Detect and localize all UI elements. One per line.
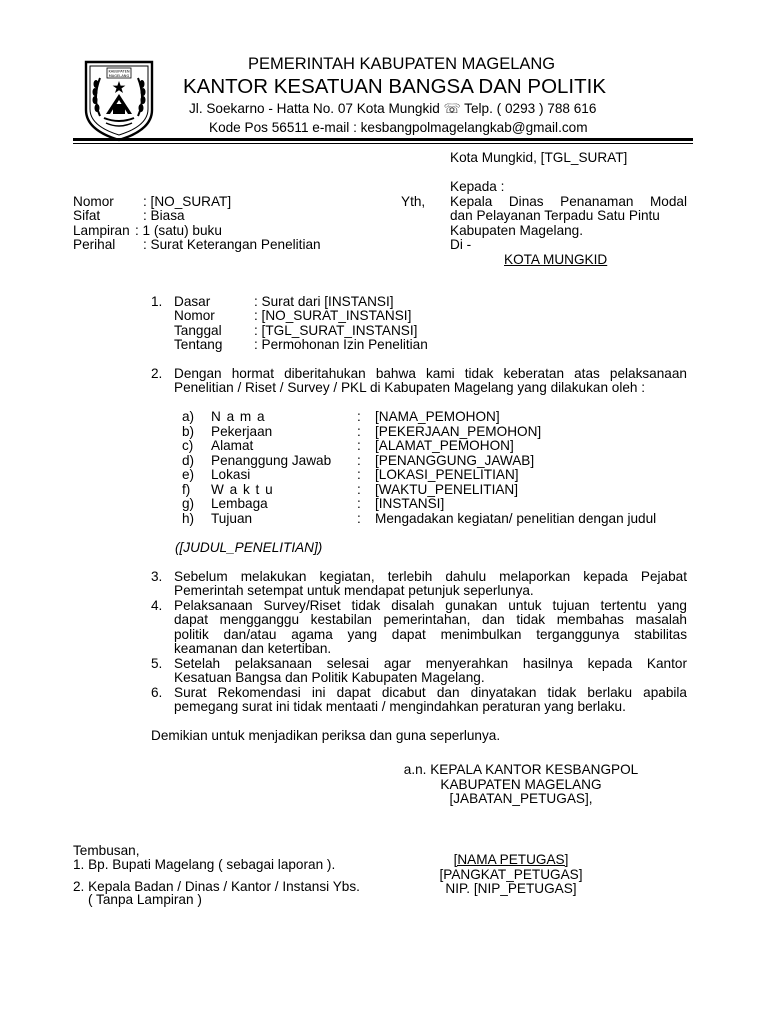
tembusan-title: Tembusan, (73, 843, 140, 858)
tujuan-di: Di - (450, 237, 472, 252)
tujuan-baris-2: dan Pelayanan Terpadu Satu Pintu (450, 208, 660, 223)
penutup: Demikian untuk menjadikan periksa dan guna seperlunya. (151, 728, 501, 743)
meta-nomor-value: : [NO_SURAT] (143, 194, 232, 209)
rincian-label: Lokasi (211, 467, 251, 482)
tempat-tanggal: Kota Mungkid, [TGL_SURAT] (450, 150, 628, 165)
ketentuan-line: Kesatuan Bangsa dan Politik Kabupaten Magelang. (174, 670, 485, 685)
tembusan-item-2: 2. Kepala Badan / Dinas / Kantor / Instansi Ybs. (73, 879, 360, 894)
kop-kantor: KANTOR KESATUAN BANGSA DAN POLITIK (183, 75, 607, 98)
ketentuan-line: politik dan/atau agama yang dapat menimbulkan terganggunya stabilitas (174, 627, 687, 642)
meta-sifat-label: Sifat (73, 208, 101, 223)
ketentuan-number: 4. (151, 598, 163, 613)
kop-pemerintah: PEMERINTAH KABUPATEN MAGELANG (248, 55, 556, 73)
ketentuan-number: 3. (151, 569, 163, 584)
dasar-tanggal-value: : [TGL_SURAT_INSTANSI] (254, 323, 418, 338)
kop-divider-thin (73, 143, 693, 144)
rincian-label: Pekerjaan (211, 424, 273, 439)
kepada-label: Kepada : (450, 179, 505, 194)
tujuan-baris-1: Kepala Dinas Penanaman Modal (450, 194, 687, 209)
dasar-nomor-value: : [NO_SURAT_INSTANSI] (254, 308, 412, 323)
ttd-nip: NIP. [NIP_PETUGAS] (445, 881, 577, 896)
rincian-label: Alamat (211, 438, 254, 453)
ttd-pangkat: [PANGKAT_PETUGAS] (439, 867, 583, 882)
svg-text:KABUPATEN: KABUPATEN (108, 69, 130, 74)
meta-nomor-label: Nomor (73, 194, 114, 209)
rincian-letter: b) (182, 424, 195, 439)
rincian-label: N a m a (211, 409, 266, 424)
meta-lampiran-label: Lampiran (73, 223, 130, 238)
ttd-nama: [NAMA PETUGAS] (453, 852, 569, 867)
dasar-nomor-label: Nomor (174, 308, 215, 323)
meta-sifat-value: : Biasa (143, 208, 185, 223)
svg-text:MAGELANG: MAGELANG (108, 74, 130, 78)
meta-perihal-label: Perihal (73, 237, 116, 252)
yth-label: Yth, (401, 194, 426, 209)
rincian-letter: g) (182, 496, 195, 511)
ketentuan-number: 6. (151, 685, 163, 700)
dasar-label: Dasar (174, 294, 211, 309)
rincian-colon: : (357, 467, 361, 482)
rincian-label: Lembaga (211, 496, 268, 511)
meta-perihal-value: : Surat Keterangan Penelitian (143, 237, 321, 252)
rincian-colon: : (357, 511, 361, 526)
rincian-value: [PENANGGUNG_JAWAB] (375, 453, 535, 468)
ketentuan-line: keamanan dan ketertiban. (174, 641, 332, 656)
meta-lampiran-value: : 1 (satu) buku (135, 223, 222, 238)
rincian-letter: e) (182, 467, 195, 482)
ttd-an: a.n. KEPALA KANTOR KESBANGPOL (403, 762, 639, 777)
rincian-colon: : (357, 424, 361, 439)
rincian-letter: h) (182, 511, 195, 526)
tujuan-baris-3: Kabupaten Magelang. (450, 223, 584, 238)
rincian-letter: f) (182, 482, 191, 497)
rincian-label: Penanggung Jawab (211, 453, 332, 468)
ketentuan-number: 5. (151, 656, 163, 671)
kop-divider-thick (73, 138, 693, 141)
ketentuan-line: Surat Rekomendasi ini dapat dicabut dan dinyatakan tidak berlaku apabila (174, 685, 687, 700)
rincian-value: [INSTANSI] (375, 496, 445, 511)
dasar-tentang-value: : Permohonan Izin Penelitian (254, 337, 428, 352)
rincian-letter: a) (182, 409, 195, 424)
dasar-tentang-label: Tentang (174, 337, 223, 352)
ketentuan-line: Sebelum melakukan kegiatan, terlebih dahulu melaporkan kepada Pejabat (174, 569, 687, 584)
tembusan-item-1: 1. Bp. Bupati Magelang ( sebagai laporan ). (73, 857, 336, 872)
judul-penelitian: ([JUDUL_PENELITIAN]) (175, 540, 323, 555)
rincian-letter: c) (182, 438, 194, 453)
kop-alamat: Jl. Soekarno - Hatta No. 07 Kota Mungkid ☏ Telp. ( 0293 ) 788 616 (189, 101, 597, 116)
rincian-colon: : (357, 496, 361, 511)
ketentuan-line: Setelah pelaksanaan selesai agar menyerahkan hasilnya kepada Kantor (174, 656, 687, 671)
dasar-value: : Surat dari [INSTANSI] (254, 294, 394, 309)
ketentuan-line: dapat mengganggu kestabilan pemerintahan, dan tidak membahas masalah (174, 612, 687, 627)
rincian-value: [PEKERJAAN_PEMOHON] (375, 424, 542, 439)
ketentuan-line: Pelaksanaan Survey/Riset tidak disalah gunakan untuk tujuan tertentu yang (174, 598, 687, 613)
ketentuan-line: Pemerintah setempat untuk mendapat petunjuk seperlunya. (174, 583, 534, 598)
tembusan-item-2-note: ( Tanpa Lampiran ) (88, 892, 202, 907)
rincian-value: [WAKTU_PENELITIAN] (375, 482, 519, 497)
kop-kode-pos: Kode Pos 56511 e-mail : kesbangpolmagelangkab@gmail.com (209, 120, 588, 135)
dasar-number: 1. (151, 294, 163, 309)
poin2-line-2: Penelitian / Riset / Survey / PKL di Kabupaten Magelang yang dilakukan oleh : (174, 380, 646, 395)
rincian-value: Mengadakan kegiatan/ penelitian dengan judul (375, 511, 657, 526)
ttd-jabatan: [JABATAN_PETUGAS], (449, 791, 593, 806)
kabupaten-magelang-logo-icon (80, 58, 158, 142)
poin2-number: 2. (151, 366, 163, 381)
ttd-kabupaten: KABUPATEN MAGELANG (440, 777, 602, 792)
rincian-colon: : (357, 438, 361, 453)
ketentuan-line: pemegang surat ini tidak mentaati / mengindahkan peraturan yang berlaku. (174, 699, 626, 714)
rincian-label: Tujuan (211, 511, 253, 526)
rincian-colon: : (357, 409, 361, 424)
rincian-label: W a k t u (211, 482, 274, 497)
rincian-colon: : (357, 453, 361, 468)
rincian-colon: : (357, 482, 361, 497)
poin2-line-1: Dengan hormat diberitahukan bahwa kami tidak keberatan atas pelaksanaan (174, 366, 687, 381)
rincian-value: [LOKASI_PENELITIAN] (375, 467, 519, 482)
dasar-tanggal-label: Tanggal (174, 323, 222, 338)
tujuan-kota: KOTA MUNGKID (504, 252, 608, 267)
rincian-value: [NAMA_PEMOHON] (375, 409, 500, 424)
rincian-value: [ALAMAT_PEMOHON] (375, 438, 514, 453)
rincian-letter: d) (182, 453, 195, 468)
